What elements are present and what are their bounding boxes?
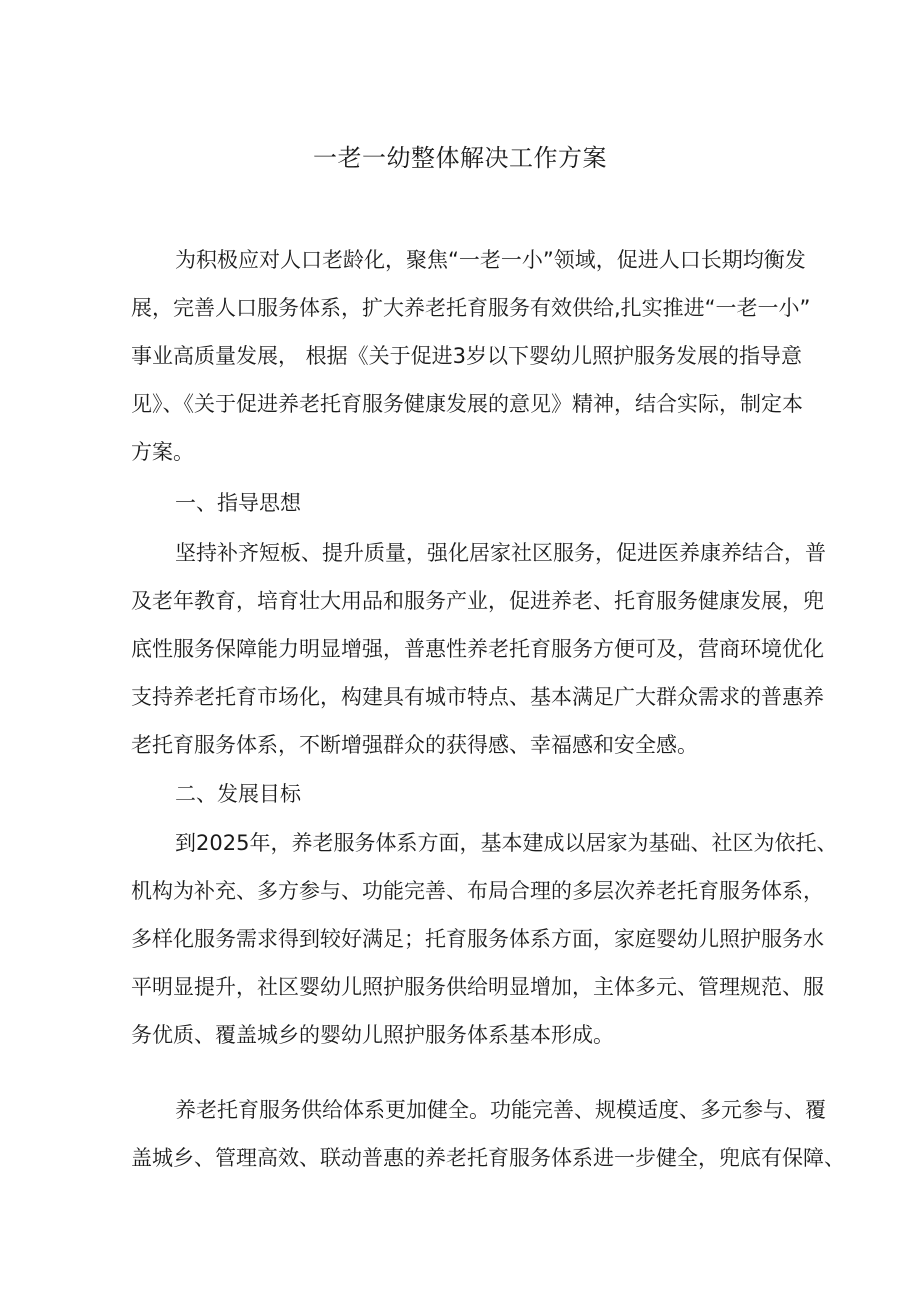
text-line: 养老托育服务供给体系更加健全。功能完善、规模适度、多元参与、覆 (175, 1098, 826, 1122)
guiding-thought-paragraph (131, 529, 826, 769)
text-line: 见》、《关于促进养老托育服务健康发展的意见》精神，结合实际，制定本 (131, 392, 803, 416)
text-line: 展，完善人口服务体系，扩大养老托育服务有效供给,扎实推进“一老一小” (131, 296, 811, 320)
text-line: 机构为补充、多方参与、功能完善、布局合理的多层次养老托育服务体系， (131, 879, 824, 903)
text-line: 为积极应对人口老龄化，聚焦“一老一小”领域，促进人口长期均衡发 (175, 248, 806, 272)
text-line: 事业高质量发展， 根据《关于促进3岁以下婴幼儿照护服务发展的指导意 (131, 344, 803, 368)
text-line: 底性服务保障能力明显增强，普惠性养老托育服务方便可及，营商环境优化 (131, 637, 824, 661)
text-line: 支持养老托育市场化，构建具有城市特点、基本满足广大群众需求的普惠养 (131, 685, 824, 709)
text-line: 老托育服务体系，不断增强群众的获得感、幸福感和安全感。 (131, 733, 698, 757)
section-heading-development-goals: 二、发展目标 (175, 782, 301, 806)
text-line: 及老年教育，培育壮大用品和服务产业，促进养老、托育服务健康发展，兜 (131, 589, 824, 613)
document-title: 一老一幼整体解决工作方案 (313, 144, 607, 172)
development-goals-paragraph (131, 819, 838, 1059)
section-heading-guiding-thought: 一、指导思想 (175, 491, 301, 515)
text-line: 平明显提升，社区婴幼儿照护服务供给明显增加，主体多元、管理规范、服 (131, 975, 824, 999)
text-line: 务优质、覆盖城乡的婴幼儿照护服务体系基本形成。 (131, 1023, 614, 1047)
text-line: 方案。 (131, 440, 194, 464)
text-line: 到2025年，养老服务体系方面，基本建成以居家为基础、社区为依托、 (175, 831, 838, 855)
text-line: 多样化服务需求得到较好满足；托育服务体系方面，家庭婴幼儿照护服务水 (131, 927, 824, 951)
text-line: 盖城乡、管理高效、联动普惠的养老托育服务体系进一步健全，兜底有保障、 (131, 1146, 845, 1170)
supply-system-paragraph (131, 1086, 845, 1182)
intro-paragraph (131, 236, 811, 476)
text-line: 坚持补齐短板、提升质量，强化居家社区服务，促进医养康养结合，普 (175, 541, 826, 565)
